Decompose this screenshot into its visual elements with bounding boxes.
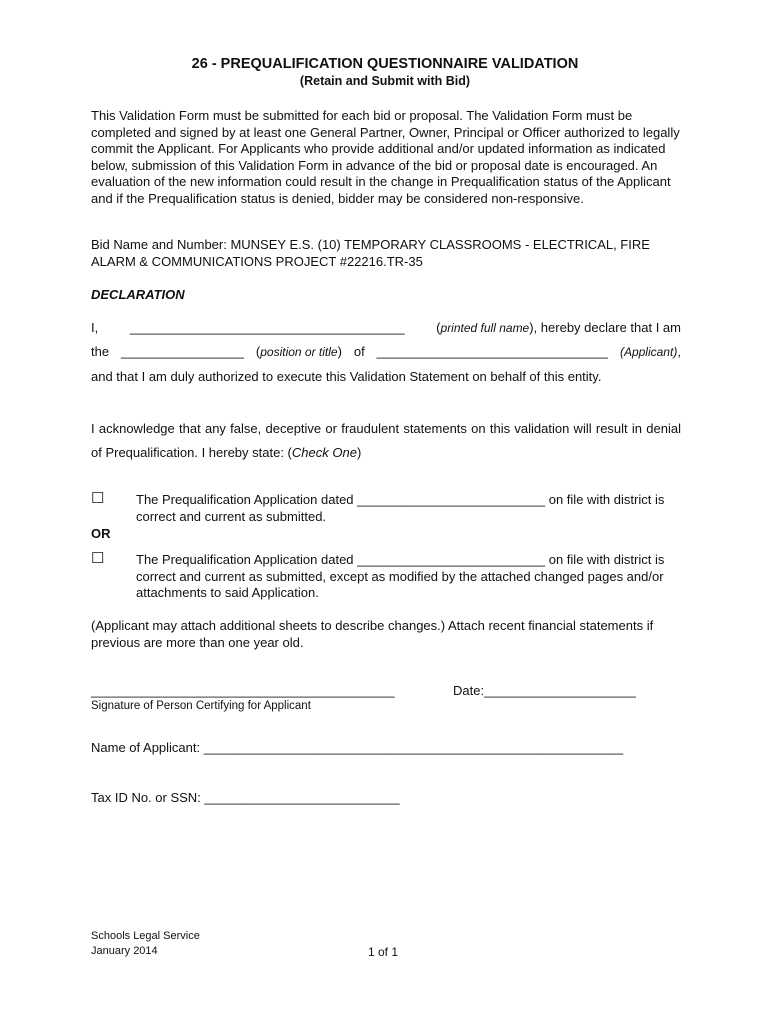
- document-subtitle: (Retain and Submit with Bid): [299, 74, 471, 88]
- footer-date: January 2014: [91, 945, 158, 957]
- name-of-applicant-field[interactable]: Name of Applicant: __________________________________________________________: [91, 740, 624, 755]
- declaration-of: of: [353, 344, 365, 359]
- or-label: OR: [91, 526, 111, 541]
- option1-checkbox[interactable]: ☐: [91, 490, 105, 507]
- position-title-field[interactable]: _________________: [121, 344, 244, 359]
- declaration-title-row: [91, 344, 681, 359]
- printed-name-field[interactable]: ______________________________________: [129, 320, 405, 335]
- declaration-authority: and that I am duly authorized to execute this Validation Statement on behalf of this entity.: [91, 369, 602, 384]
- applicant-field[interactable]: ________________________________: [376, 344, 609, 359]
- position-title-hint: (position or title): [255, 344, 342, 359]
- option1-text: The Prequalification Application dated __________________________ on file with district is correct and current as submitted.: [136, 492, 665, 524]
- date-field[interactable]: Date:_____________________: [453, 683, 636, 698]
- declaration-the: the: [91, 344, 110, 359]
- printed-name-hint: (printed full name), hereby declare that I am: [436, 320, 681, 335]
- declaration-prefix: I,: [91, 320, 99, 335]
- attachment-note: (Applicant may attach additional sheets to describe changes.) Attach recent financial statements if previous are more than one year old.: [91, 618, 654, 650]
- acknowledgement-paragraph: I acknowledge that any false, deceptive or fraudulent statements on this validation will result in denial of Prequalification. I hereby state: (Check One): [91, 421, 681, 460]
- footer-org: Schools Legal Service: [91, 930, 200, 942]
- tax-id-field[interactable]: Tax ID No. or SSN: ___________________________: [91, 790, 400, 805]
- bid-name-number: Bid Name and Number: MUNSEY E.S. (10) TEMPORARY CLASSROOMS - ELECTRICAL, FIRE ALARM & COMMUNICATIONS PROJECT #22216.TR-35: [91, 237, 650, 269]
- option2-text: The Prequalification Application dated __________________________ on file with district is correct and current as submitted, except as modified by the attached changed pages and/or attachments to said Application.: [136, 552, 665, 601]
- declaration-heading: DECLARATION: [91, 287, 185, 302]
- signature-field[interactable]: __________________________________________: [91, 683, 395, 698]
- declaration-name-row: [91, 320, 681, 335]
- signature-caption: Signature of Person Certifying for Applicant: [91, 700, 311, 712]
- intro-paragraph: This Validation Form must be submitted for each bid or proposal. The Validation Form must be completed and signed by at least one General Partner, Owner, Principal or Officer authorized to legally commit the Applicant. For Applicants who provide additional and/or updated information as indicated below, submission of this Validation Form in advance of the bid or proposal date is encouraged. An evaluation of the new information could result in the change in Prequalification status of the Applicant and if the Prequalification status is denied, bidder may be considered non-responsive.: [91, 108, 680, 206]
- document-title: 26 - PREQUALIFICATION QUESTIONNAIRE VALIDATION: [191, 56, 579, 72]
- option2-checkbox[interactable]: ☐: [91, 550, 105, 567]
- page-number: 1 of 1: [368, 945, 399, 959]
- applicant-hint: (Applicant),: [619, 344, 681, 359]
